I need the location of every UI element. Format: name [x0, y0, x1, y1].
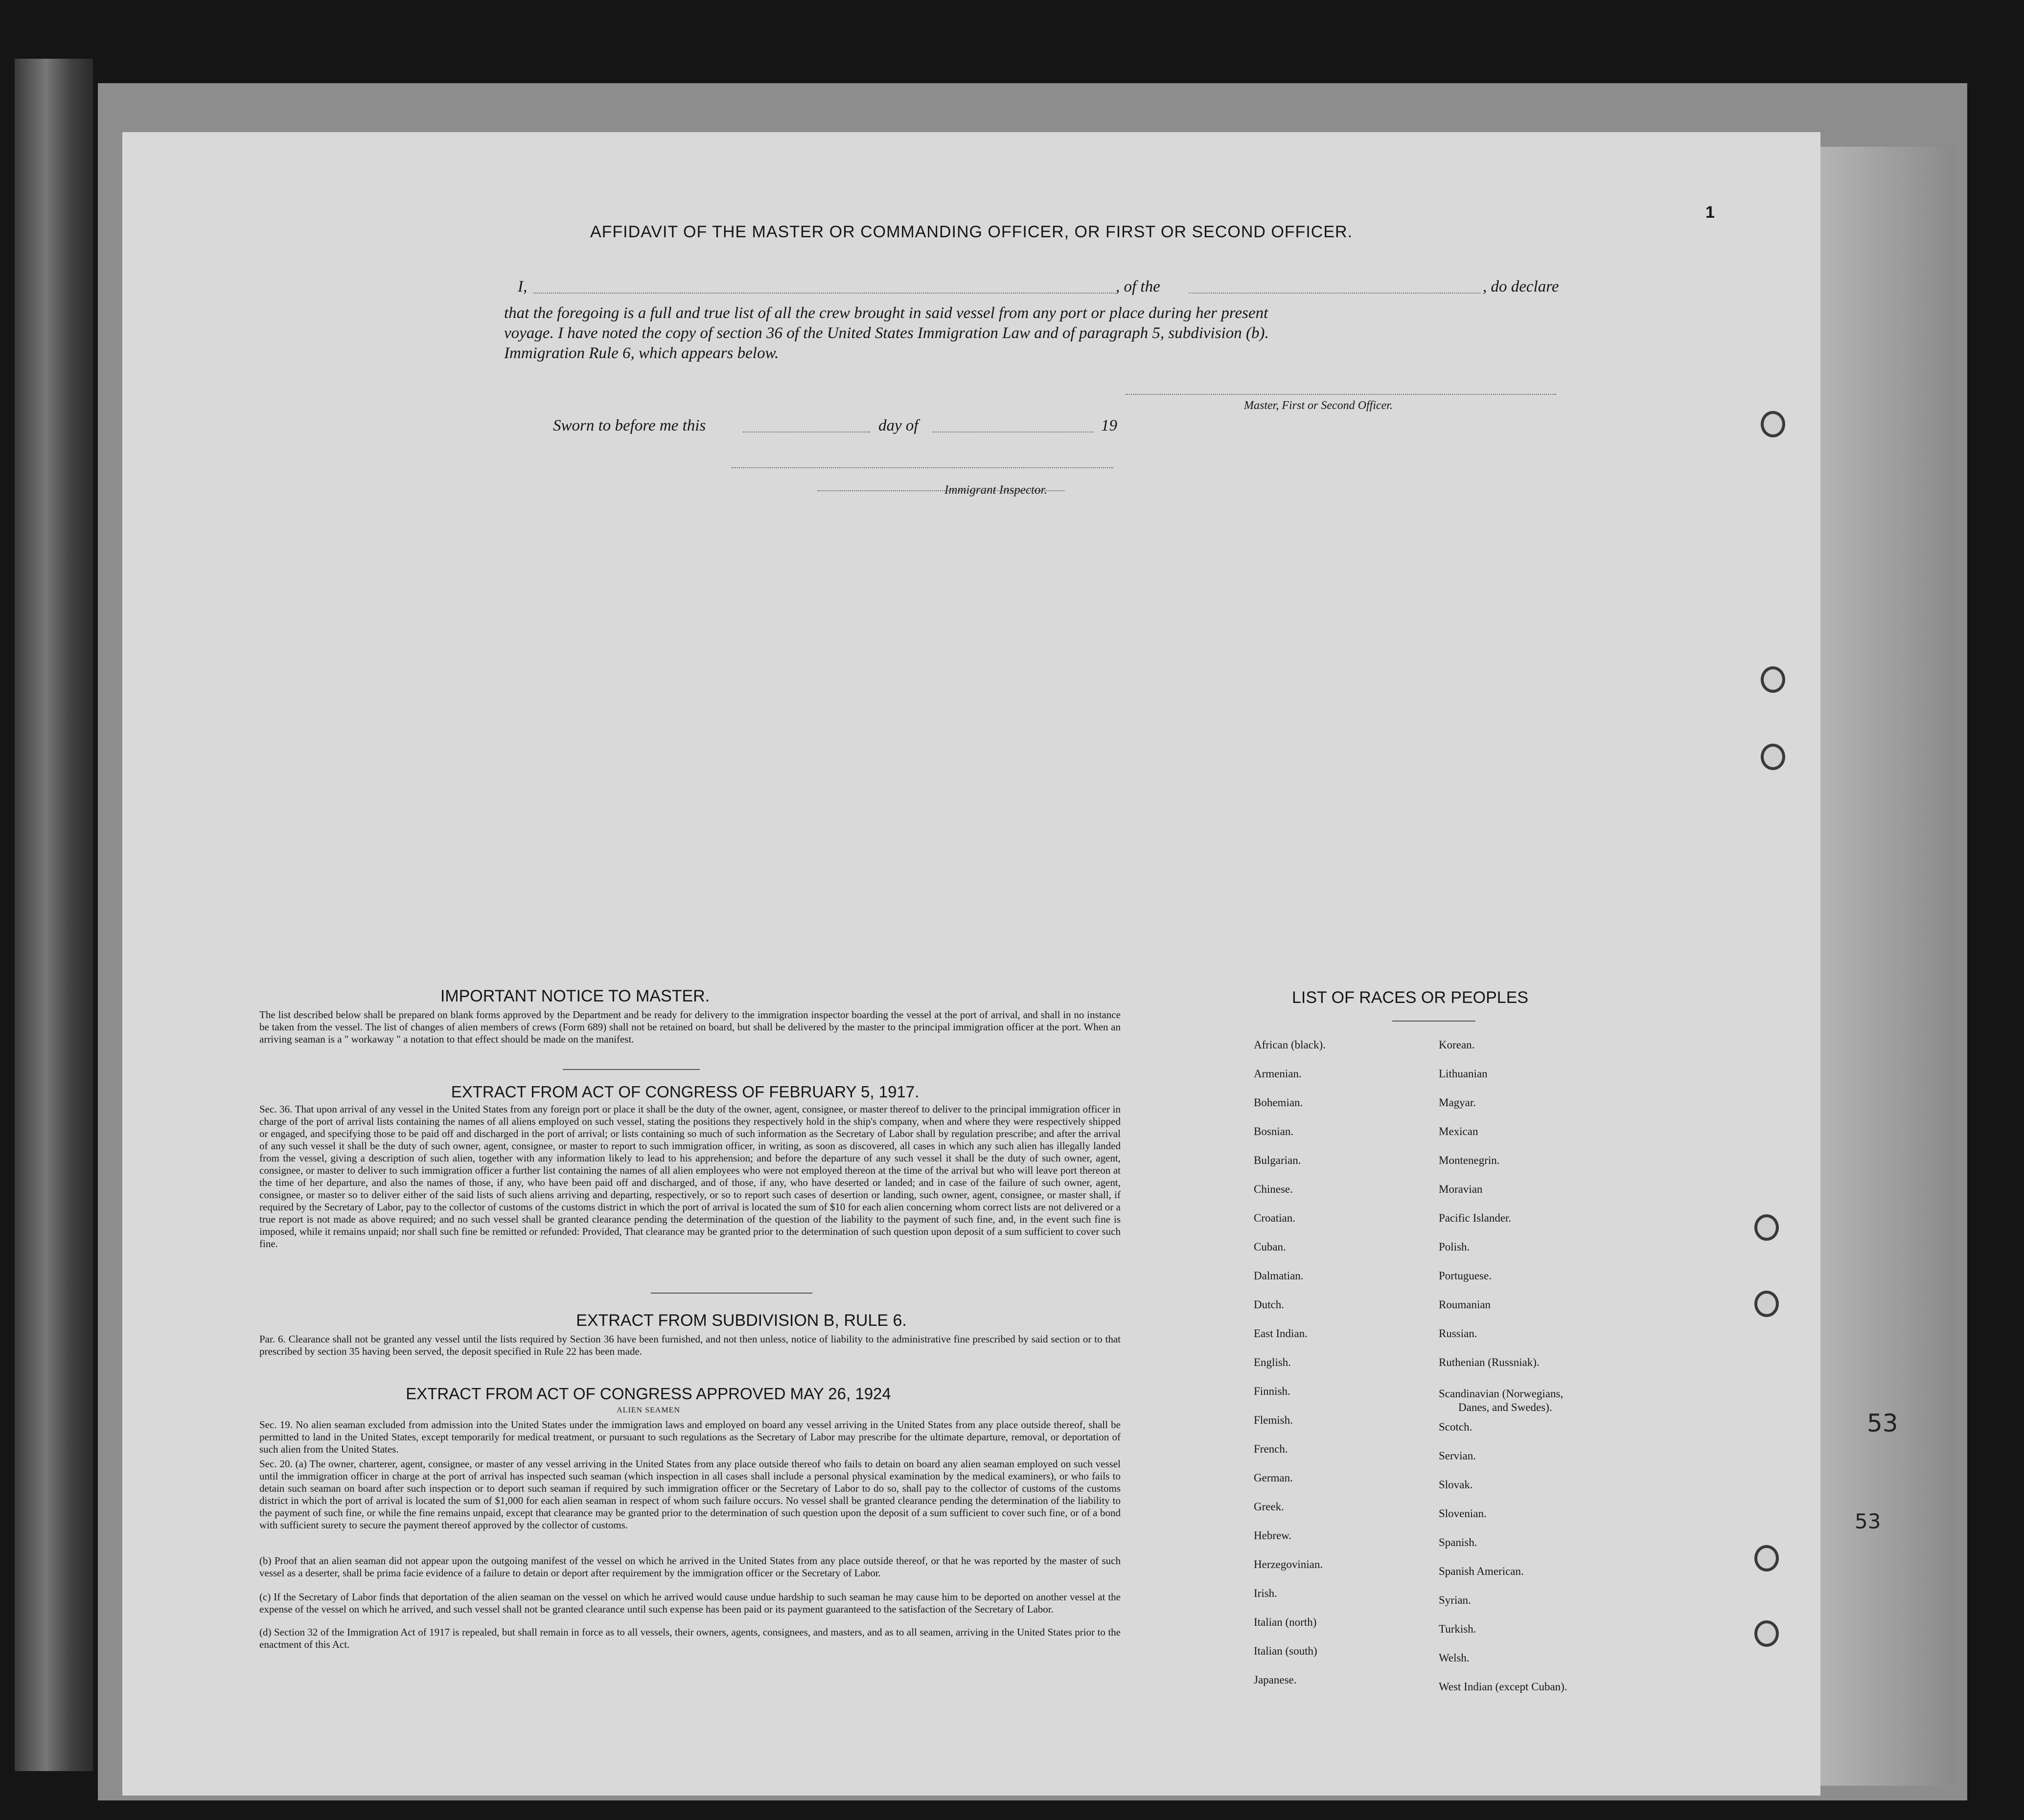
race-item: Armenian. — [1254, 1068, 1302, 1080]
race-item: Croatian. — [1254, 1212, 1295, 1224]
declaration-do-declare: , do declare — [1483, 278, 1559, 296]
race-item: Russian. — [1439, 1327, 1477, 1340]
race-item: Dutch. — [1254, 1298, 1284, 1311]
race-item: Lithuanian — [1439, 1068, 1488, 1080]
race-item: Italian (north) — [1254, 1616, 1317, 1628]
extract-1924-sec20b: (b) Proof that an alien seaman did not appear upon the outgoing manifest of the vessel on which he arrived in the United States from any place outside thereof, or that he was reported by the master of such vessel as a deserter, shall be prima facie evidence of a failure to detain or deport after requirement by the immigration officer or the Secretary of Labor. — [259, 1555, 1121, 1579]
extract-1924-subtitle: ALIEN SEAMEN — [617, 1406, 680, 1414]
race-item: Slovak. — [1439, 1479, 1473, 1491]
punch-hole — [1754, 1214, 1779, 1241]
race-item: Cuban. — [1254, 1241, 1286, 1253]
race-item: Scandinavian (Norwegians, — [1439, 1388, 1564, 1400]
binder-edge — [15, 59, 93, 1771]
race-item: Scotch. — [1439, 1421, 1472, 1433]
page-edge-shadow — [1818, 147, 1955, 1786]
inspector-label: Immigrant Inspector. — [944, 483, 1047, 497]
race-item: Welsh. — [1439, 1652, 1470, 1664]
race-item: French. — [1254, 1443, 1288, 1455]
race-item: Italian (south) — [1254, 1645, 1317, 1657]
extract-rule6-body: Par. 6. Clearance shall not be granted any vessel until the lists required by Section 36 have been furnished, and not then unless, notice of liability to the administrative fine prescribed by said section or to that prescribed by section 35 having been served, the deposit specified in Rule 22 has been made. — [259, 1333, 1121, 1357]
punch-hole — [1754, 1545, 1779, 1571]
race-item: Hebrew. — [1254, 1529, 1292, 1542]
race-item: Chinese. — [1254, 1183, 1293, 1195]
race-item: Turkish. — [1439, 1623, 1476, 1635]
race-item: Flemish. — [1254, 1414, 1293, 1426]
extract-rule6-title: EXTRACT FROM SUBDIVISION B, RULE 6. — [576, 1311, 907, 1330]
race-item: Mexican — [1439, 1125, 1478, 1138]
race-item: Portuguese. — [1439, 1270, 1492, 1282]
punch-hole — [1761, 411, 1785, 437]
declaration-of-the: , of the — [1116, 278, 1160, 296]
punch-hole — [1754, 1291, 1779, 1317]
race-item: Spanish. — [1439, 1536, 1477, 1548]
race-item: Moravian — [1439, 1183, 1483, 1195]
race-item: Roumanian — [1439, 1298, 1491, 1311]
sworn-label: Sworn to before me this — [553, 417, 706, 434]
vessel-name-line — [1189, 293, 1480, 294]
year-label: 19 — [1101, 417, 1117, 434]
races-divider — [1392, 1021, 1475, 1022]
affidavit-line-3: voyage. I have noted the copy of section 36 of the United States Immigration Law and of paragraph 5, subdivision (b). — [504, 324, 1269, 342]
officer-name-line — [533, 293, 1116, 294]
extract-1917-body: Sec. 36. That upon arrival of any vessel in the United States from any foreign port or place it shall be the duty of the owner, agent, consignee, or master thereof to deliver to the principal immigration officer in charge of the port of arrival lists containing the names of all aliens employed on such vessel, stating the positions they respectively hold in the ship's company, when and where they were respectively shipped or engaged, and specifying those to be paid off and discharged in the port of arrival; or lists containing so much of such information as the Secretary of Labor shall by regulation prescribe; and after the arrival of any such vessel it shall be the duty of such owner, agent, consignee, or master to report to such immigration officer, in writing, as soon as discovered, all cases in which any such alien has illegally landed from the vessel, giving a description of such alien, together with any information likely to lead to his apprehension; and before the departure of any such vessel it shall be the duty of such owner, agent, consignee, or master to deliver to such immigration officer a further list containing the names of all alien employees who were not employed thereon at the time of the arrival but who will leave port thereon at the time of her departure, and also the names of those, if any, who have been paid off and discharged, and of those, if any, who have deserted or landed; and in case of the failure of such owner, agent, consignee, or master so to deliver either of the said lists of such aliens arriving and departing, respectively, or so to report such cases of desertion or landing, such owner, agent, consignee, or master shall, if required by the Secretary of Labor, pay to the collector of customs of the customs district in which the port of arrival is located the sum of $10 for each alien concerning whom correct lists are not delivered or a true report is not made as above required; and no such vessel shall be granted clearance pending the determination of the question of the liability to the payment of such fine, and, in the event such fine is imposed, while it remains unpaid; nor shall such fine be remitted or refunded: Provided, That clearance may be granted prior to the determination of such question upon deposit of a sum sufficient to cover such fine. — [259, 1103, 1121, 1250]
notice-divider — [563, 1069, 700, 1070]
punch-hole — [1754, 1620, 1779, 1647]
race-item: Slovenian. — [1439, 1507, 1487, 1520]
race-item: Spanish American. — [1439, 1565, 1524, 1577]
margin-note: 53 — [1855, 1509, 1881, 1533]
extract-1924-sec20c: (c) If the Secretary of Labor finds that deportation of the alien seaman on the vessel on which he arrived would cause undue hardship to such seaman he may cause him to be deported on another vessel at the expense of the vessel on which he arrived, and such vessel shall not be granted clearance until such expense has been paid or its payment guaranteed to the satisfaction of the Secretary of Labor. — [259, 1591, 1121, 1615]
notice-body: The list described below shall be prepared on blank forms approved by the Department and be ready for delivery to the immigration inspector boarding the vessel at the port of arrival, and shall in no instance be taken from the vessel. The list of changes of alien members of crews (Form 689) shall not be retained on board, but shall be delivered by the master to the principal immigration officer at the port. When an arriving seaman is a " workaway " a notation to that effect should be made on the manifest. — [259, 1009, 1121, 1045]
race-item: Bosnian. — [1254, 1125, 1294, 1138]
master-signature-label: Master, First or Second Officer. — [1244, 399, 1393, 412]
race-item: Pacific Islander. — [1439, 1212, 1512, 1224]
race-item: Herzegovinian. — [1254, 1558, 1323, 1570]
race-item: Korean. — [1439, 1039, 1475, 1051]
punch-hole — [1761, 666, 1785, 693]
affidavit-title: AFFIDAVIT OF THE MASTER OR COMMANDING OFFICER, OR FIRST OR SECOND OFFICER. — [590, 223, 1353, 241]
race-item: Bulgarian. — [1254, 1154, 1301, 1166]
race-item: Irish. — [1254, 1587, 1277, 1599]
margin-note: 53 — [1867, 1409, 1898, 1437]
declaration-i: I, — [518, 278, 528, 296]
extract-1924-sec20d: (d) Section 32 of the Immigration Act of 1917 is repealed, but shall remain in force as to all vessels, their owners, agents, consignees, and masters, and as to all seamen, arriving in the United States prior to the enactment of this Act. — [259, 1626, 1121, 1650]
race-item: Danes, and Swedes). — [1458, 1401, 1552, 1413]
race-item: English. — [1254, 1356, 1291, 1368]
race-item: Servian. — [1439, 1450, 1476, 1462]
race-item: Magyar. — [1439, 1096, 1476, 1109]
manifest-page — [122, 132, 1820, 1796]
race-item: Syrian. — [1439, 1594, 1471, 1606]
extract-1917-divider — [651, 1293, 812, 1294]
extract-1917-title: EXTRACT FROM ACT OF CONGRESS OF FEBRUARY 5, 1917. — [451, 1083, 920, 1101]
inspector-rule — [732, 467, 1113, 468]
race-item: West Indian (except Cuban). — [1439, 1681, 1567, 1693]
master-signature-line — [1126, 394, 1556, 395]
affidavit-line-2: that the foregoing is a full and true list of all the crew brought in said vessel from any port or place during her present — [504, 304, 1268, 322]
punch-hole — [1761, 744, 1785, 770]
race-item: German. — [1254, 1472, 1293, 1484]
extract-1924-title: EXTRACT FROM ACT OF CONGRESS APPROVED MAY 26, 1924 — [406, 1385, 891, 1403]
extract-1924-sec19: Sec. 19. No alien seaman excluded from admission into the United States under the immigration laws and employed on board any vessel arriving in the United States from any place outside thereof, shall be permitted to land in the United States, except temporarily for medical treatment, or pursuant to such regulations as the Secretary of Labor may prescribe for the ultimate departure, removal, or deportation of such alien from the United States. — [259, 1419, 1121, 1455]
affidavit-line-4: Immigration Rule 6, which appears below. — [504, 344, 779, 362]
race-item: Japanese. — [1254, 1674, 1297, 1686]
race-item: Greek. — [1254, 1501, 1284, 1513]
race-item: Dalmatian. — [1254, 1270, 1304, 1282]
race-item: Finnish. — [1254, 1385, 1290, 1397]
race-item: Polish. — [1439, 1241, 1470, 1253]
race-item: Ruthenian (Russniak). — [1439, 1356, 1540, 1368]
notice-title: IMPORTANT NOTICE TO MASTER. — [440, 987, 710, 1005]
extract-1924-sec20a: Sec. 20. (a) The owner, charterer, agent, consignee, or master of any vessel arriving in the United States from any place outside thereof who fails to detain on board any alien seaman employed on such vessel until the immigration officer in charge at the port of arrival has inspected such seaman (which inspection in all cases shall include a personal physical examination by the medical examiners), or who fails to detain such seaman on board after such inspection or to deport such seaman if required by such immigration officer or the Secretary of Labor to do so, shall pay to the collector of customs of the customs district in which the port of arrival is located the sum of $1,000 for each alien seaman in respect of whom such failure occurs. No vessel shall be granted clearance pending the determination of the liability to the payment of such fine, or while the fine remains unpaid, except that clearance may be granted prior to the determination of such question upon the deposit of a sum sufficient to cover such fine, or of a bond with sufficient surety to secure the payment thereof approved by the collector of customs. — [259, 1458, 1121, 1531]
race-item: Montenegrin. — [1439, 1154, 1500, 1166]
day-of-label: day of — [878, 417, 919, 434]
page-number: 1 — [1705, 203, 1715, 222]
race-item: East Indian. — [1254, 1327, 1308, 1340]
race-item: Bohemian. — [1254, 1096, 1303, 1109]
race-item: African (black). — [1254, 1039, 1326, 1051]
races-title: LIST OF RACES OR PEOPLES — [1292, 988, 1529, 1007]
